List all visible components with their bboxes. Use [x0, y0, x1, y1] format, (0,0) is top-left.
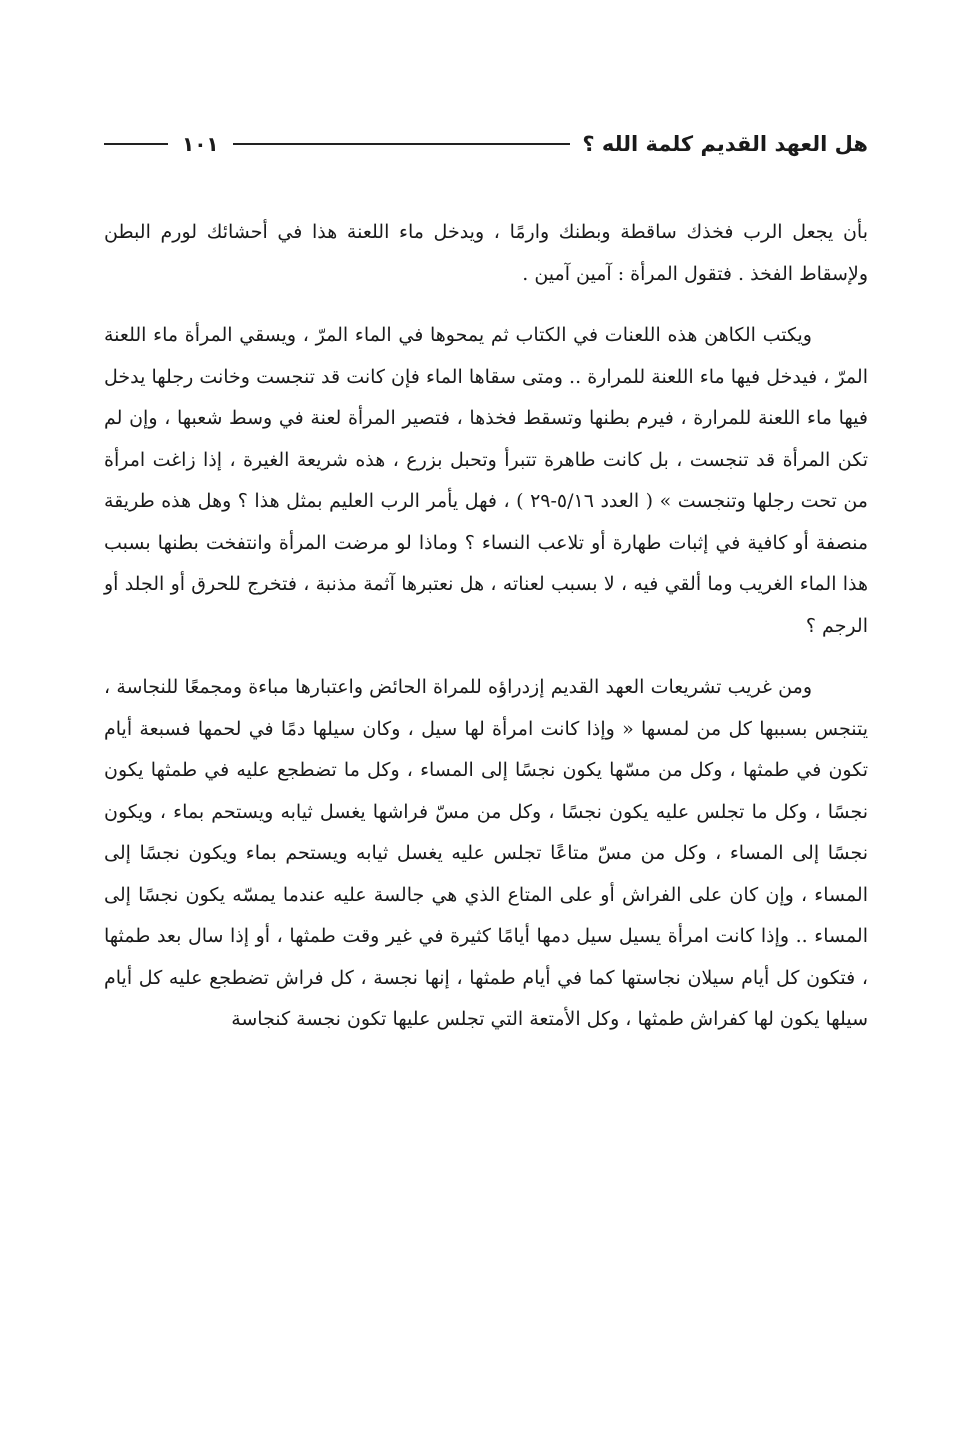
header-rule-short	[104, 143, 168, 145]
page-number: ١٠١	[182, 132, 219, 156]
header-rule-long	[233, 143, 571, 145]
body-text	[104, 212, 868, 1041]
running-header	[104, 118, 868, 170]
paragraph-1: بأن يجعل الرب فخذك ساقطة وبطنك وارمًا ، ويدخل ماء اللعنة هذا في أحشائك لورم البطن ولإسقاط الفخذ . فتقول المرأة : آمين آمين .	[104, 221, 868, 285]
paragraph-2: ويكتب الكاهن هذه اللعنات في الكتاب ثم يمحوها في الماء المرّ ، ويسقي المرأة ماء اللعنة المرّ ، فيدخل فيها ماء اللعنة للمرارة .. ومتى سقاها الماء فإن كانت قد تنجست وخانت رجلها يدخل فيها ماء اللعنة للمرارة ، فيرم بطنها وتسقط فخذها ، فتصير المرأة لعنة في وسط شعبها ، وإن لم تكن المرأة قد تنجست ، بل كانت طاهرة تتبرأ وتحبل بزرع ، هذه شريعة الغيرة ، إذا زاغت امرأة من تحت رجلها وتنجست » ( العدد ٥/١٦-٢٩ ) ، فهل يأمر الرب العليم بمثل هذا ؟ وهل هذه طريقة منصفة أو كافية في إثبات طهارة أو تلاعب النساء ؟ وماذا لو مرضت المرأة وانتفخت بطنها بسبب هذا الماء الغريب وما ألقي فيه ، لا بسبب لعناته ، هل نعتبرها آثمة مذنبة ، فتخرج للحرق أو الجلد أو الرجم ؟	[104, 324, 868, 637]
running-title: هل العهد القديم كلمة الله ؟	[582, 132, 868, 156]
paragraph-3: ومن غريب تشريعات العهد القديم إزدراؤه للمراة الحائض واعتبارها مباءة ومجمعًا للنجاسة ، يتنجس بسببها كل من لمسها « وإذا كانت امرأة لها سيل ، وكان سيلها دمًا في لحمها فسبعة أيام تكون في طمثها ، وكل من مسّها يكون نجسًا إلى المساء ، وكل ما تضطجع عليه في طمثها يكون نجسًا ، وكل ما تجلس عليه يكون نجسًا ، وكل من مسّ فراشها يغسل ثيابه ويستحم بماء ، ويكون نجسًا إلى المساء ، وكل من مسّ متاعًا تجلس عليه يغسل ثيابه ويستحم بماء ويكون نجسًا إلى المساء ، وإن كان على الفراش أو على المتاع الذي هي جالسة عليه عندما يمسّه يكون نجسًا إلى المساء .. وإذا كانت امرأة يسيل سيل دمها أيامًا كثيرة في غير وقت طمثها ، أو إذا سال بعد طمثها ، فتكون كل أيام سيلان نجاستها كما في أيام طمثها ، إنها نجسة ، كل فراش تضطجع عليه كل أيام سيلها يكون لها كفراش طمثها ، وكل الأمتعة التي تجلس عليها تكون نجسة كنجاسة	[104, 676, 868, 1030]
